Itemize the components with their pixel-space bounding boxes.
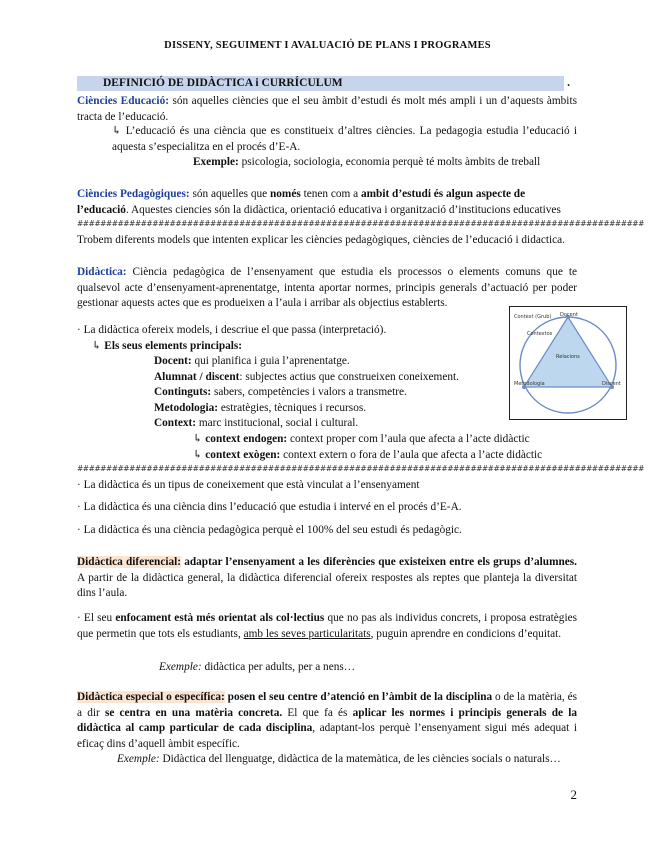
list-item (193, 432, 573, 448)
item-label: Docent: (154, 355, 192, 367)
item-text: : subjectes actius que construeixen coneixement. (239, 370, 459, 383)
term-didactica: Didàctica: (77, 266, 127, 278)
item-text: sabers, competències i valors a transmetre. (211, 386, 407, 398)
item-label: Alumnat / discent (154, 370, 240, 383)
item-label: context endogen: (205, 433, 288, 445)
bold-fragment: aplicar les normes i principis generals de la didàctica al camp particular de cada disciplina (77, 706, 577, 734)
bullet-item: · La didàctica és un tipus de coneixement que està vinculat a l’ensenyament (77, 479, 420, 491)
list-item (154, 370, 499, 386)
item-label: context exògen: (205, 448, 281, 461)
text-fragment: , puguin aprendre en condicions d’equitat. (370, 627, 562, 640)
separator-line: ################################################################################################## (77, 219, 644, 228)
label-metodologia: Metodologia (514, 381, 545, 387)
list-item (193, 448, 573, 464)
term-didactica-diferencial: Didàctica diferencial: (77, 556, 182, 568)
term-ciencies-educacio: Ciències Educació: (77, 95, 169, 107)
text-fragment: El que fa és (282, 706, 353, 719)
list-item (154, 385, 499, 401)
example-label: Exemple: (159, 661, 202, 673)
didactic-triangle-diagram (509, 306, 627, 420)
example-label: Exemple: (117, 753, 160, 765)
arrow-icon: ↳ (92, 340, 102, 352)
ciencies-educacio-text: són aquelles ciències que el seu àmbit d’estudi és molt més ampli i un d’aquests àmbits tracta de l’educació. (77, 95, 577, 123)
diferencial-paragraph-2 (77, 611, 577, 642)
elements-title-text: Els seus elements principals: (101, 340, 243, 352)
label-relacions: Relacions (556, 354, 580, 360)
text-fragment: . Aquestes ciencies són la didàctica, orientació educativa i organització d’institucions educatives (125, 203, 561, 216)
text-fragment: · El seu (77, 612, 116, 624)
label-discent: Discent (602, 381, 621, 387)
label-docent: Docent (560, 312, 578, 318)
bold-fragment: posen el seu centre d’atenció en l’àmbit de la disciplina (224, 691, 493, 703)
text-fragment: tenen com a (300, 188, 361, 200)
didactica-paragraph (77, 265, 577, 312)
ciencies-educacio-example (193, 155, 577, 171)
text-fragment: , adaptant-los perquè l’ensenyament sigui més adequat i eficaç dins d’aquell àmbit específic. (77, 722, 577, 750)
models-line: · La didàctica ofereix models, i descriue el que passa (interpretació). (77, 324, 387, 336)
section-title-dot: . (567, 77, 570, 89)
example-text: psicologia, sociologia, economia perquè té molts àmbits de treball (238, 156, 541, 168)
context-sublist (193, 432, 573, 463)
ciencies-educacio-sub (112, 124, 577, 155)
ciencies-educacio-sub-text: L’educació és una ciència que es constitueix d’altres ciències. La pedagogia estudia l’educació i aquesta s’especialitza en el procés d’E-A. (112, 125, 577, 153)
didactica-text: Ciència pedagògica de l’ensenyament que estudia els processos o elements comuns que te qualsevol acte d’ensenyament-aprenentatge, intenta aportar normes, principis generals d’actuació per poder gestionar aquests actes que es produeixen a l’aula i arribar als objectius establerts. (77, 266, 577, 309)
text-fragment: són aquelles que (189, 188, 270, 200)
example-text: Didàctica del llenguatge, didàctica de la matemàtica, de les ciències socials o naturals… (159, 753, 561, 765)
term-ciencies-pedagogiques: Ciències Pedagògiques: (77, 188, 190, 200)
label-contextos: Contextos (527, 331, 553, 337)
separator-line: ################################################################################################## (77, 464, 644, 473)
item-text: marc institucional, social i cultural. (196, 417, 359, 429)
bold-fragment: adaptar l’ensenyament a les diferències que existeixen entre els grups d’alumnes. (181, 556, 577, 568)
elements-title (92, 339, 492, 355)
list-item (154, 354, 499, 370)
bullet-item: · La didàctica és una ciència pedagògica perquè el 100% del seu estudi és pedagògic. (77, 524, 462, 536)
text-fragment: que no pas als individus concrets, i proposa estratègies que permetin que tots els estudiants, (77, 612, 577, 640)
elements-list (154, 354, 499, 432)
example-text: didàctica per adults, per a nens… (201, 661, 356, 673)
example-label: Exemple: (193, 156, 239, 168)
bold-fragment: ambit d’estudi és algun aspecte de l’educació (77, 188, 526, 216)
item-label: Metodologia: (154, 401, 219, 414)
ciencies-pedagogiques-paragraph (77, 187, 577, 218)
bold-fragment: enfocament està més orientat als col·lectius (115, 612, 325, 624)
arrow-icon: ↳ (193, 433, 206, 445)
diagram-svg (510, 307, 628, 421)
especial-example (117, 752, 577, 768)
bullet-item: · La didàctica és una ciència dins l’educació que estudia i intervé en el procés d’E-A. (77, 501, 462, 513)
models-text: Trobem diferents models que intenten explicar les ciències pedagògiques, ciències de l’educació i didactica. (77, 234, 565, 246)
label-context: Context (Grub) (514, 314, 552, 320)
underlined-fragment: amb les seves particularitats (243, 627, 371, 640)
section-title (77, 76, 570, 91)
arrow-icon: ↳ (193, 448, 206, 461)
item-text: estratègies, tècniques i recursos. (218, 401, 367, 414)
item-label: Context: (154, 417, 197, 429)
text-fragment: A partir de la didàctica general, la didàctica diferencial ofereix respostes als reptes que planteja la diversitat dins l’aula. (77, 571, 577, 599)
arrow-icon: ↳ (112, 125, 122, 137)
bold-fragment: se centra en una matèria concreta. (104, 706, 283, 719)
item-text: context extern o fora de l’aula que afecta a l’acte didàctic (280, 448, 543, 461)
page-header: DISSENY, SEGUIMENT I AVALUACIÓ DE PLANS I PROGRAMES (164, 40, 491, 51)
list-item (154, 401, 499, 417)
list-item (154, 416, 499, 432)
text-fragment: o de la matèria, és a dir (77, 691, 577, 719)
ciencies-educacio-paragraph (77, 94, 577, 125)
item-text: qui planifica i guia l’aprenentatge. (191, 355, 350, 367)
bold-fragment: només (269, 188, 301, 200)
especial-paragraph (77, 690, 577, 752)
page-number: 2 (570, 787, 577, 802)
diferencial-example (159, 660, 559, 676)
term-didactica-especial: Didàctica especial o específica: (77, 691, 225, 703)
section-title-text: DEFINICIÓ DE DIDÀCTICA i CURRÍCULUM (103, 77, 343, 89)
diferencial-paragraph (77, 555, 577, 602)
item-label: Continguts: (154, 386, 212, 398)
item-text: context proper com l’aula que afecta a l’acte didàctic (287, 433, 530, 445)
